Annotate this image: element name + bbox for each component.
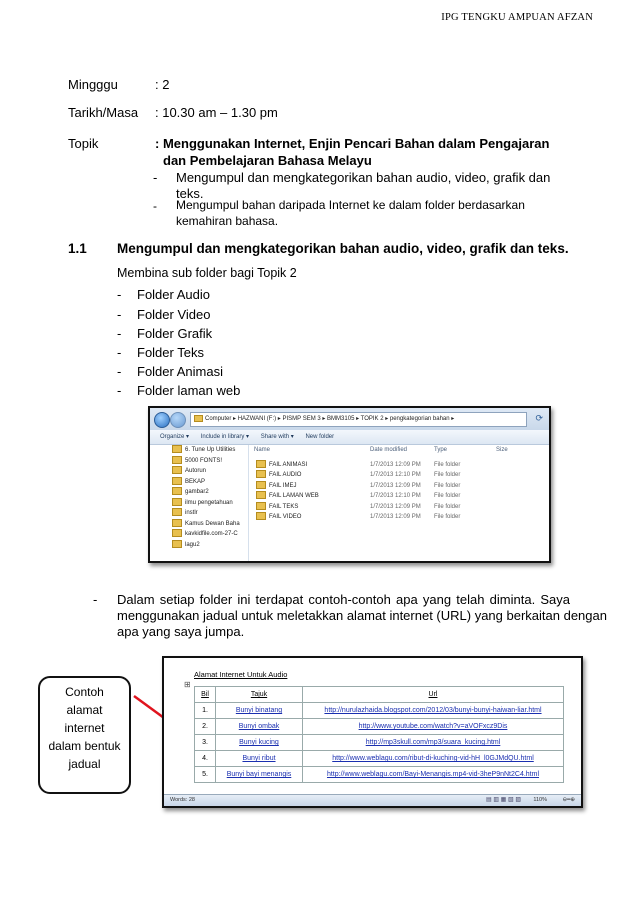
- header-cell: Url: [303, 687, 564, 703]
- url-table-screenshot: [162, 656, 583, 808]
- folder-item: Folder Video: [137, 307, 211, 322]
- sidebar-item[interactable]: Kamus Dewan Baha: [150, 519, 248, 530]
- topik-point-2-line2: kemahiran bahasa.: [176, 214, 279, 228]
- topik-value-line1: : Menggunakan Internet, Enjin Pencari Bahan dalam Pengajaran: [155, 136, 550, 151]
- table-row: [195, 751, 564, 767]
- cell-url-link[interactable]: http://www.weblagu.com/ribut-di-kuching-vid-hH_l0GJMdQU.html: [303, 751, 564, 767]
- folder-item: Folder Teks: [137, 345, 204, 360]
- cell-tajuk: Bunyi bayi menangis: [216, 767, 303, 783]
- paragraph-line1: Dalam setiap folder ini terdapat contoh-contoh apa yang telah diminta. Saya: [117, 592, 570, 607]
- file-row[interactable]: FAIL ANIMASI 1/7/2013 12:09 PM File folder: [250, 460, 549, 471]
- cell-tajuk: Bunyi binatang: [216, 703, 303, 719]
- folder-icon: [172, 540, 182, 548]
- dash: -: [117, 383, 122, 398]
- file-row[interactable]: FAIL IMEJ 1/7/2013 12:09 PM File folder: [250, 481, 549, 492]
- table-row: [195, 703, 564, 719]
- cell-tajuk: Bunyi kucing: [216, 735, 303, 751]
- paragraph-line2: menggunakan jadual untuk meletakkan alamat internet (URL) yang berkaitan dengan: [117, 608, 607, 623]
- minggu-label: Mingggu: [68, 77, 118, 92]
- cell-tajuk: Bunyi ombak: [216, 719, 303, 735]
- folder-icon: [172, 445, 182, 453]
- toolbar-organize[interactable]: Organize ▾: [160, 434, 190, 440]
- col-name[interactable]: Name: [254, 447, 271, 453]
- callout-line: internet: [64, 721, 105, 735]
- cell-bil: 4.: [195, 751, 216, 767]
- forward-icon[interactable]: [170, 412, 186, 428]
- callout-box: [38, 676, 131, 794]
- table-caption: Alamat Internet Untuk Audio: [194, 670, 288, 679]
- cell-url-link[interactable]: http://mp3skull.com/mp3/suara_kucing.html: [303, 735, 564, 751]
- paragraph-line3: apa yang saya jumpa.: [117, 624, 245, 639]
- folder-icon: [172, 519, 182, 527]
- callout-line: dalam bentuk: [48, 739, 121, 753]
- sidebar-item[interactable]: gambar2: [150, 487, 248, 498]
- section-number: 1.1: [68, 241, 87, 256]
- address-path[interactable]: Computer ▸ HAZWANI (F:) ▸ PISMP SEM 3 ▸ BMM3105 ▸ TOPIK 2 ▸ pengkategorian bahan ▸: [190, 412, 527, 427]
- col-date[interactable]: Date modified: [370, 447, 408, 453]
- table-row: [195, 735, 564, 751]
- address-bar: [150, 408, 549, 431]
- folder-icon: [172, 456, 182, 464]
- col-type[interactable]: Type: [434, 447, 448, 453]
- zoom-slider-icon[interactable]: ⊖━⊕: [562, 797, 575, 803]
- sidebar-item[interactable]: lagu2: [150, 540, 248, 551]
- folder-icon: [172, 477, 182, 485]
- explorer-sidebar: [150, 445, 249, 561]
- callout-line: alamat: [66, 703, 103, 717]
- sidebar-item[interactable]: ilmu pengetahuan: [150, 498, 248, 509]
- topik-point-1-line1: Mengumpul dan mengkategorikan bahan audio, video, grafik dan: [176, 170, 551, 185]
- header-cell: Bil: [195, 687, 216, 703]
- sidebar-item[interactable]: BEKAP: [150, 477, 248, 488]
- table-row: [195, 719, 564, 735]
- table-row: [195, 767, 564, 783]
- zoom-level[interactable]: 110%: [533, 797, 547, 803]
- cell-bil: 2.: [195, 719, 216, 735]
- cell-bil: 3.: [195, 735, 216, 751]
- folder-icon: [256, 491, 266, 499]
- folder-item: Folder Animasi: [137, 364, 223, 379]
- sidebar-item[interactable]: kavkidfile.com-27-C: [150, 529, 248, 540]
- explorer-toolbar: [150, 430, 549, 445]
- callout-line: Contoh: [65, 685, 104, 699]
- refresh-icon[interactable]: ⟳: [535, 413, 543, 423]
- status-bar: [164, 794, 581, 806]
- tarikh-value: : 10.30 am – 1.30 pm: [155, 105, 278, 120]
- folder-item: Folder laman web: [137, 383, 241, 398]
- callout-line: jadual: [68, 757, 101, 771]
- cell-tajuk: Bunyi ribut: [216, 751, 303, 767]
- folder-icon: [194, 415, 203, 422]
- folder-icon: [172, 498, 182, 506]
- status-words: Words: 28: [170, 797, 195, 803]
- dash: -: [117, 345, 122, 360]
- explorer-file-list: [250, 445, 549, 561]
- folder-icon: [256, 502, 266, 510]
- header-cell: Tajuk: [216, 687, 303, 703]
- toolbar-include[interactable]: Include in library ▾: [200, 434, 250, 440]
- back-icon[interactable]: [154, 412, 170, 428]
- col-size[interactable]: Size: [496, 447, 508, 453]
- folder-icon: [172, 508, 182, 516]
- topik-point-2-line1: Mengumpul bahan daripada Internet ke dalam folder berdasarkan: [176, 198, 525, 212]
- topik-value-line2: dan Pembelajaran Bahasa Melayu: [163, 153, 372, 168]
- header-institution: IPG TENGKU AMPUAN AFZAN: [441, 12, 593, 23]
- file-row[interactable]: FAIL AUDIO 1/7/2013 12:10 PM File folder: [250, 470, 549, 481]
- view-icons[interactable]: ▤ ▥ ▦ ▧ ▨: [485, 797, 521, 803]
- topik-point-1-line2: teks.: [176, 186, 204, 201]
- dash: -: [117, 287, 122, 302]
- table-move-handle-icon[interactable]: ⊞: [184, 680, 191, 689]
- dash: -: [153, 170, 158, 185]
- cell-url-link[interactable]: http://nurulazhaida.blogspot.com/2012/03/bunyi-bunyi-haiwan-liar.html: [303, 703, 564, 719]
- tarikh-label: Tarikh/Masa: [68, 105, 139, 120]
- folder-icon: [172, 466, 182, 474]
- folder-item: Folder Grafik: [137, 326, 213, 341]
- dash: -: [117, 364, 122, 379]
- minggu-value: : 2: [155, 77, 170, 92]
- folder-icon: [256, 512, 266, 520]
- folder-item: Folder Audio: [137, 287, 210, 302]
- explorer-screenshot: [148, 406, 551, 563]
- section-intro: Membina sub folder bagi Topik 2: [117, 266, 297, 280]
- table-header-row: [195, 687, 564, 703]
- folder-icon: [172, 487, 182, 495]
- toolbar-share[interactable]: Share with ▾: [260, 434, 294, 440]
- dash: -: [153, 199, 157, 213]
- cell-bil: 5.: [195, 767, 216, 783]
- sidebar-item[interactable]: instlr: [150, 508, 248, 519]
- sidebar-item[interactable]: Autorun: [150, 466, 248, 477]
- cell-url-link[interactable]: http://www.weblagu.com/Bayi-Menangis.mp4-vid-3heP9nNt2C4.html: [303, 767, 564, 783]
- cell-bil: 1.: [195, 703, 216, 719]
- section-title: Mengumpul dan mengkategorikan bahan audio, video, grafik dan teks.: [117, 241, 569, 256]
- paragraph-bullet: -: [93, 592, 98, 607]
- dash: -: [117, 307, 122, 322]
- url-table: [194, 686, 564, 783]
- folder-icon: [172, 529, 182, 537]
- file-row[interactable]: FAIL VIDEO 1/7/2013 12:09 PM File folder: [250, 512, 549, 523]
- toolbar-new-folder[interactable]: New folder: [305, 434, 335, 440]
- folder-icon: [256, 481, 266, 489]
- sidebar-item[interactable]: 6. Tune Up Utilities: [150, 445, 248, 456]
- folder-icon: [256, 470, 266, 478]
- file-row[interactable]: FAIL LAMAN WEB 1/7/2013 12:10 PM File folder: [250, 491, 549, 502]
- column-headers: [250, 445, 549, 456]
- cell-url-link[interactable]: http://www.youtube.com/watch?v=aVOFxcz9Dis: [303, 719, 564, 735]
- sidebar-item[interactable]: 5000 FONTS!: [150, 456, 248, 467]
- file-row[interactable]: FAIL TEKS 1/7/2013 12:09 PM File folder: [250, 502, 549, 513]
- dash: -: [117, 326, 122, 341]
- topik-label: Topik: [68, 136, 99, 151]
- folder-icon: [256, 460, 266, 468]
